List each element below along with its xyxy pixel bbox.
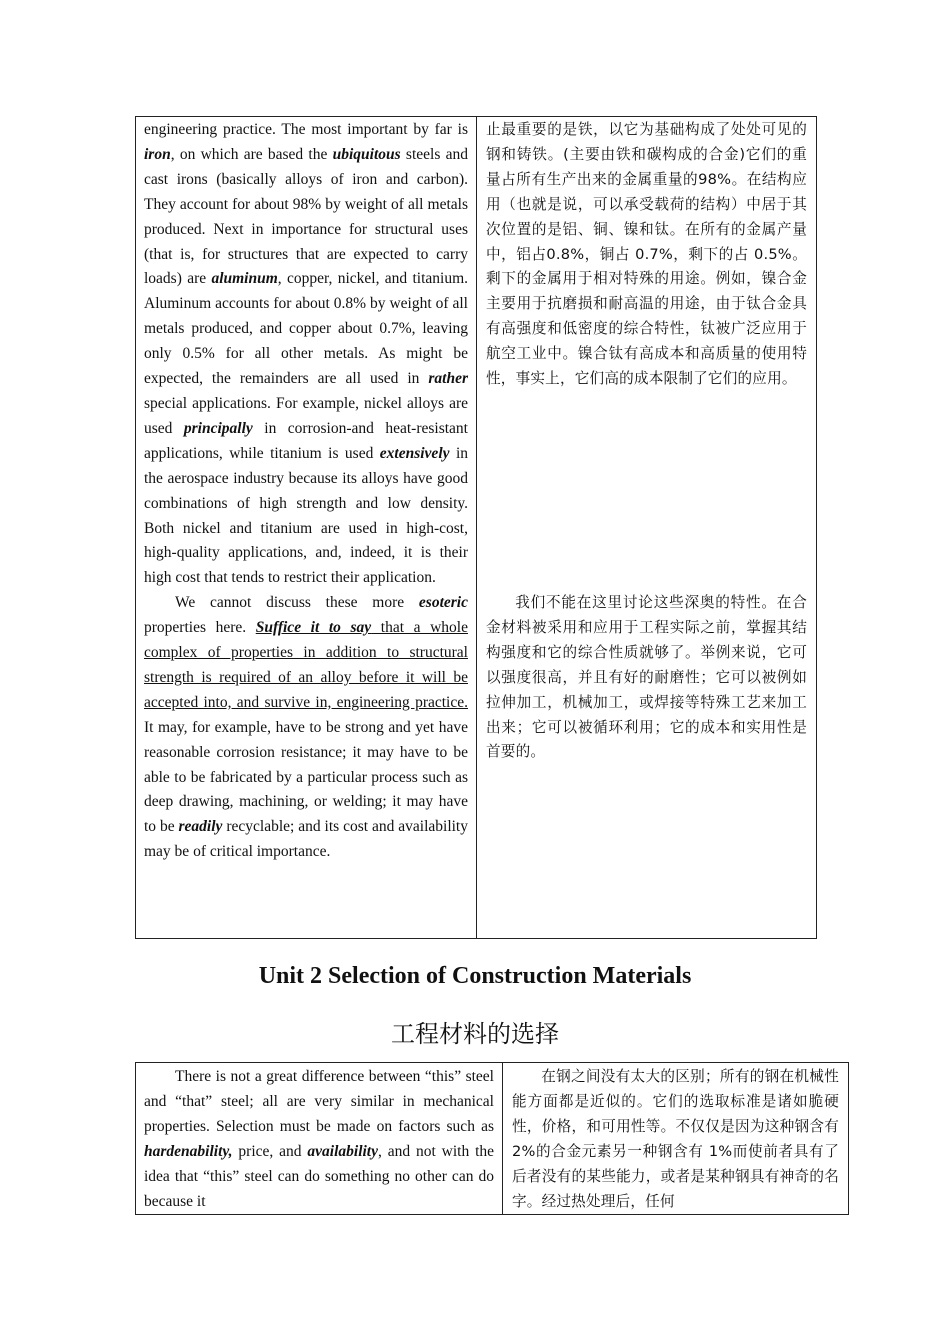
term-principally: principally	[183, 419, 253, 437]
phrase-suffice: Suffice it to say	[255, 619, 372, 637]
term-esoteric: esoteric	[418, 594, 468, 612]
chinese-column-2	[502, 1063, 848, 1214]
underlined-sentence: that a whole complex of properties in addition to structural strength is required of an alloy before it will be accepted into, and survive in, engineering practice.	[144, 619, 468, 711]
term-iron: iron	[144, 145, 171, 163]
chinese-paragraph-1: 止最重要的是铁，以它为基础构成了处处可见的钢和铸铁。(主要由铁和碳构成的合金)它们的重量占所有生产出来的金属重量的98%。在结构应用（也就是说，可以承受载荷的结构）中居于其次位置的是铝、铜、镍和钛。在所有的金属产量中，铝占0.8%，铜占 0.7%，剩下的占 0.5%。剩下的金属用于相对特殊的用途。例如，镍合金主要用于抗磨损和耐高温的用途，由于钛合金具有高强度和低密度的综合特性，钛被广泛应用于航空工业中。镍合钛有高成本和高质量的使用特性，事实上，它们高的成本限制了它们的应用。	[486, 121, 807, 388]
chinese-paragraph-3: 在钢之间没有太大的区别；所有的钢在机械性能方面都是近似的。它们的选取标准是诸如脆硬性，价格，和可用性等。不仅仅是因为这种钢含有 2%的合金元素另一种钢含有 1%而使前者具有了后者没有的某些能力，或者是某种钢具有神奇的名字。经过热处理后，任何	[512, 1068, 839, 1210]
unit-subtitle: 工程材料的选择	[391, 1020, 559, 1048]
english-paragraph-2: We cannot discuss these more esoteric properties here. Suffice it to say that a whole complex of properties in addition to structural strength is required of an alloy before it will be accepted into, and survive in, engineering practice. It may, for example, have to be strong and yet have reasonable corrosion resistance; it may have to be able to be fabricated by a particular process such as deep drawing, machining, or welding; it may have to be readily recyclable; and its cost and availability may be of critical importance.	[144, 594, 468, 861]
translation-table-1	[135, 116, 817, 939]
term-extensively: extensively	[379, 444, 450, 462]
term-aluminum: aluminum	[211, 270, 278, 288]
term-readily: readily	[178, 818, 223, 836]
term-ubiquitous: ubiquitous	[332, 145, 401, 163]
translation-table-2	[135, 1062, 849, 1215]
english-paragraph-3: There is not a great difference between “this” steel and “that” steel; all are very similar in mechanical properties. Selection must be made on factors such as hardenability, price, and availability, and not with the idea that “this” steel can do something no other can do because it	[144, 1068, 494, 1210]
unit-title: Unit 2 Selection of Construction Materials	[258, 963, 692, 989]
chinese-paragraph-2: 我们不能在这里讨论这些深奥的特性。在合金材料被采用和应用于工程实际之前，掌握其结构强度和它的综合性质就够了。举例来说，它可以强度很高，并且有好的耐磨性；它可以被例如拉伸加工，机械加工，或焊接等特殊工艺来加工出来；它可以被循环利用；它的成本和实用性是首要的。	[486, 593, 807, 761]
term-rather: rather	[428, 370, 468, 388]
english-paragraph-1: engineering practice. The most important by far is iron, on which are based the ubiquitous steels and cast irons (basically alloys of iron and carbon). They account for about 98% by weight of all metals produced. Next in importance for structural uses (that is, for structures that are expected to carry loads) are aluminum, copper, nickel, and titanium. Aluminum accounts for about 0.8% by weight of all metals produced, and copper about 0.7%, leaving only 0.5% for all other metals. As might be expected, the remainders are all used in rather special applications. For example, nickel alloys are used principally in corrosion-and heat-resistant applications, while titanium is used extensively in the aerospace industry because its alloys have good combinations of high strength and low density. Both nickel and titanium are used in high-cost, high-quality applications, and, indeed, it is their high cost that tends to restrict their application.	[144, 121, 469, 587]
chinese-column	[476, 117, 816, 938]
term-hardenability: hardenability,	[144, 1142, 233, 1160]
english-column	[136, 117, 476, 938]
english-column-2	[136, 1063, 502, 1214]
term-availability: availability	[307, 1142, 378, 1160]
